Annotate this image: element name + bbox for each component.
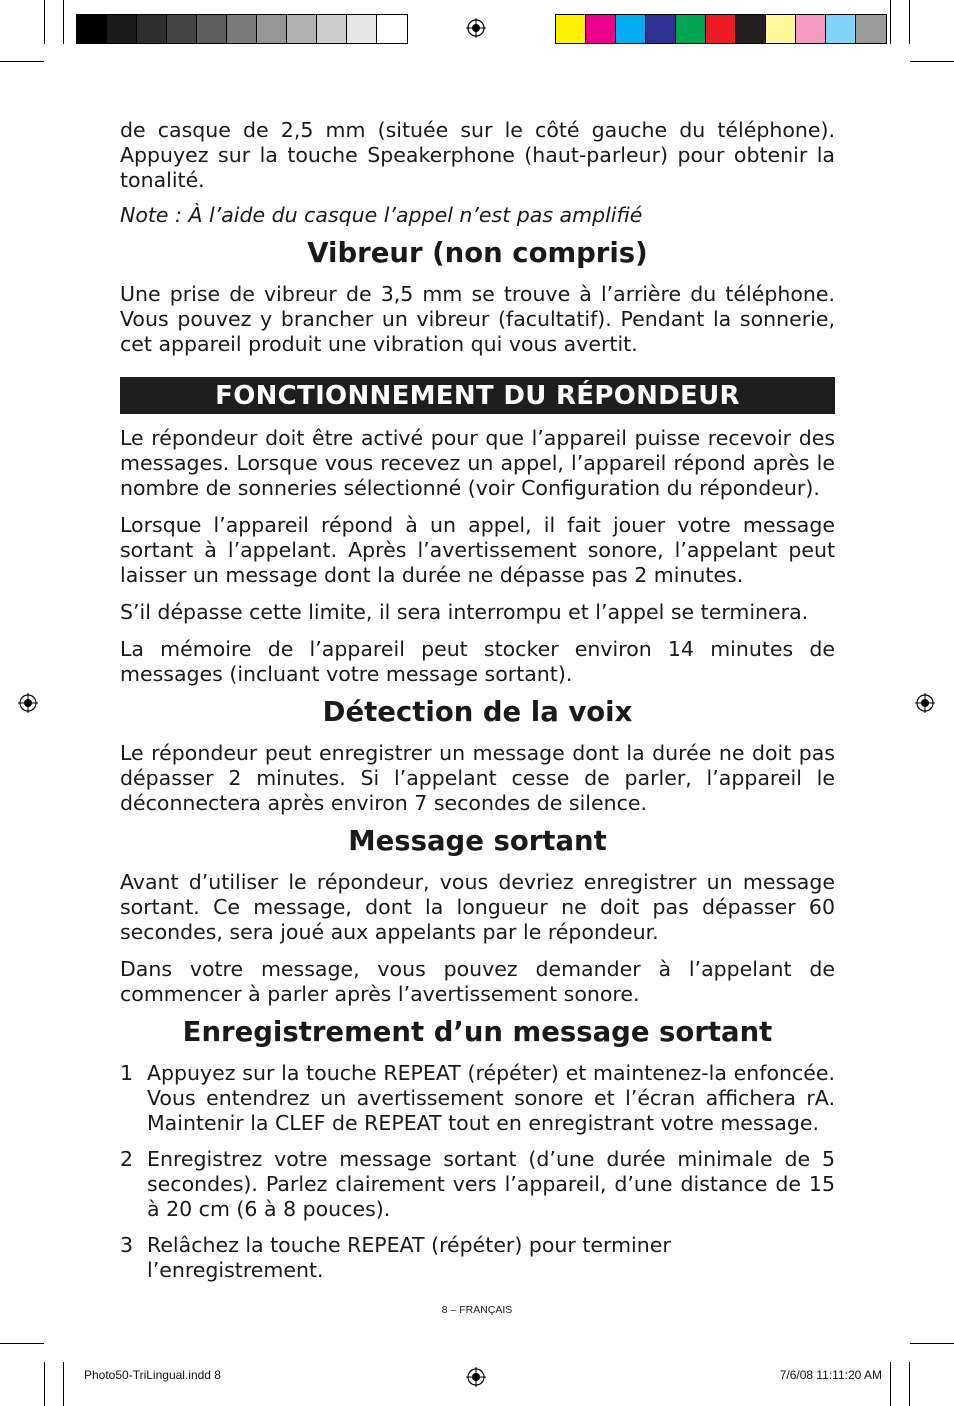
registration-mark-icon bbox=[466, 1367, 486, 1387]
section-heading-enregistrement: Enregistrement d’un message sortant bbox=[182, 1016, 773, 1048]
swatch bbox=[826, 15, 856, 43]
grayscale-bar bbox=[76, 14, 408, 44]
step-text: Relâchez la touche REPEAT (répéter) pour terminer l’enregistrement. bbox=[147, 1233, 671, 1282]
crop-mark bbox=[890, 0, 891, 44]
crop-mark bbox=[909, 1362, 910, 1406]
intro-paragraph: de casque de 2,5 mm (située sur le côté gauche du téléphone). Appuyez sur la touche Speakerphone (haut-parleur) pour obtenir la tonalité. bbox=[120, 118, 835, 192]
swatch bbox=[706, 15, 736, 43]
swatch bbox=[736, 15, 766, 43]
crop-mark bbox=[890, 1362, 891, 1406]
detection-paragraph: Le répondeur peut enregistrer un message dont la durée ne doit pas dépasser 2 minutes. Si l’appelant cesse de parler, l’appareil le déconnectera après environ 7 secondes de silence. bbox=[120, 741, 835, 815]
crop-mark bbox=[0, 1343, 44, 1344]
repondeur-paragraph: S’il dépasse cette limite, il sera interrompu et l’appel se terminera. bbox=[120, 600, 809, 624]
page-footer: 8 – FRANÇAIS bbox=[441, 1304, 513, 1316]
step-text: Appuyez sur la touche REPEAT (répéter) et maintenez-la enfoncée. Vous entendrez un avertissement sonore et l’écran affichera rA. Maintenir la CLEF de REPEAT tout en enregistrant votre message. bbox=[147, 1061, 835, 1135]
crop-mark bbox=[63, 0, 64, 44]
swatch bbox=[317, 15, 347, 43]
swatch bbox=[766, 15, 796, 43]
step-number: 1 bbox=[120, 1061, 134, 1085]
swatch bbox=[347, 15, 377, 43]
crop-mark bbox=[910, 61, 954, 62]
crop-mark bbox=[910, 1343, 954, 1344]
vibreur-paragraph: Une prise de vibreur de 3,5 mm se trouve à l’arrière du téléphone. Vous pouvez y brancher un vibreur (facultatif). Pendant la sonnerie, cet appareil produit une vibration qui vous avertit. bbox=[120, 282, 835, 356]
section-heading-detection: Détection de la voix bbox=[322, 696, 633, 728]
step-number: 2 bbox=[120, 1147, 134, 1171]
swatch bbox=[137, 15, 167, 43]
slug-filename: Photo50-TriLingual.indd 8 bbox=[84, 1368, 221, 1382]
swatch bbox=[646, 15, 676, 43]
repondeur-paragraph: Lorsque l’appareil répond à un appel, il fait jouer votre message sortant à l’appelant. Après l’avertissement sonore, l’appelant peut laisser un message dont la durée ne dépasse pas 2 minutes. bbox=[120, 513, 835, 587]
swatch bbox=[616, 15, 646, 43]
crop-mark bbox=[44, 1362, 45, 1406]
swatch bbox=[257, 15, 287, 43]
registration-mark-icon bbox=[915, 693, 935, 713]
steps-list bbox=[120, 1061, 835, 1283]
swatch bbox=[227, 15, 257, 43]
slug-timestamp: 7/6/08 11:11:20 AM bbox=[779, 1368, 882, 1382]
repondeur-paragraph: La mémoire de l’appareil peut stocker environ 14 minutes de messages (incluant votre message sortant). bbox=[120, 637, 835, 686]
repondeur-paragraph: Le répondeur doit être activé pour que l’appareil puisse recevoir des messages. Lorsque vous recevez un appel, l’appareil répond après le nombre de sonneries sélectionné (voir Configuration du répondeur). bbox=[120, 426, 835, 500]
swatch bbox=[167, 15, 197, 43]
registration-mark-icon bbox=[18, 693, 38, 713]
section-heading-message-sortant: Message sortant bbox=[348, 825, 607, 857]
swatch bbox=[556, 15, 586, 43]
swatch bbox=[586, 15, 616, 43]
swatch bbox=[287, 15, 317, 43]
color-bar bbox=[555, 14, 887, 44]
registration-mark-icon bbox=[466, 18, 486, 38]
swatch bbox=[107, 15, 137, 43]
message-sortant-paragraph: Dans votre message, vous pouvez demander à l’appelant de commencer à parler après l’avertissement sonore. bbox=[120, 957, 835, 1006]
list-item bbox=[120, 1233, 835, 1283]
crop-mark bbox=[44, 0, 45, 44]
swatch bbox=[856, 15, 886, 43]
swatch bbox=[377, 15, 407, 43]
chapter-band: FONCTIONNEMENT DU RÉPONDEUR bbox=[120, 377, 835, 414]
section-heading-vibreur: Vibreur (non compris) bbox=[307, 237, 648, 269]
list-item bbox=[120, 1061, 835, 1136]
list-item bbox=[120, 1147, 835, 1222]
swatch bbox=[796, 15, 826, 43]
message-sortant-paragraph: Avant d’utiliser le répondeur, vous devriez enregistrer un message sortant. Ce message, dont la longueur ne doit pas dépasser 60 secondes, sera joué aux appelants par le répondeur. bbox=[120, 870, 835, 944]
note-text: Note : À l’aide du casque l’appel n’est pas amplifié bbox=[120, 203, 643, 227]
crop-mark bbox=[909, 0, 910, 44]
page-content bbox=[120, 118, 835, 1283]
step-text: Enregistrez votre message sortant (d’une durée minimale de 5 secondes). Parlez clairement vers l’appareil, d’une distance de 15 à 20 cm (6 à 8 pouces). bbox=[147, 1147, 835, 1221]
step-number: 3 bbox=[120, 1233, 134, 1257]
swatch bbox=[77, 15, 107, 43]
crop-mark bbox=[63, 1362, 64, 1406]
crop-mark bbox=[0, 61, 44, 62]
swatch bbox=[676, 15, 706, 43]
swatch bbox=[197, 15, 227, 43]
